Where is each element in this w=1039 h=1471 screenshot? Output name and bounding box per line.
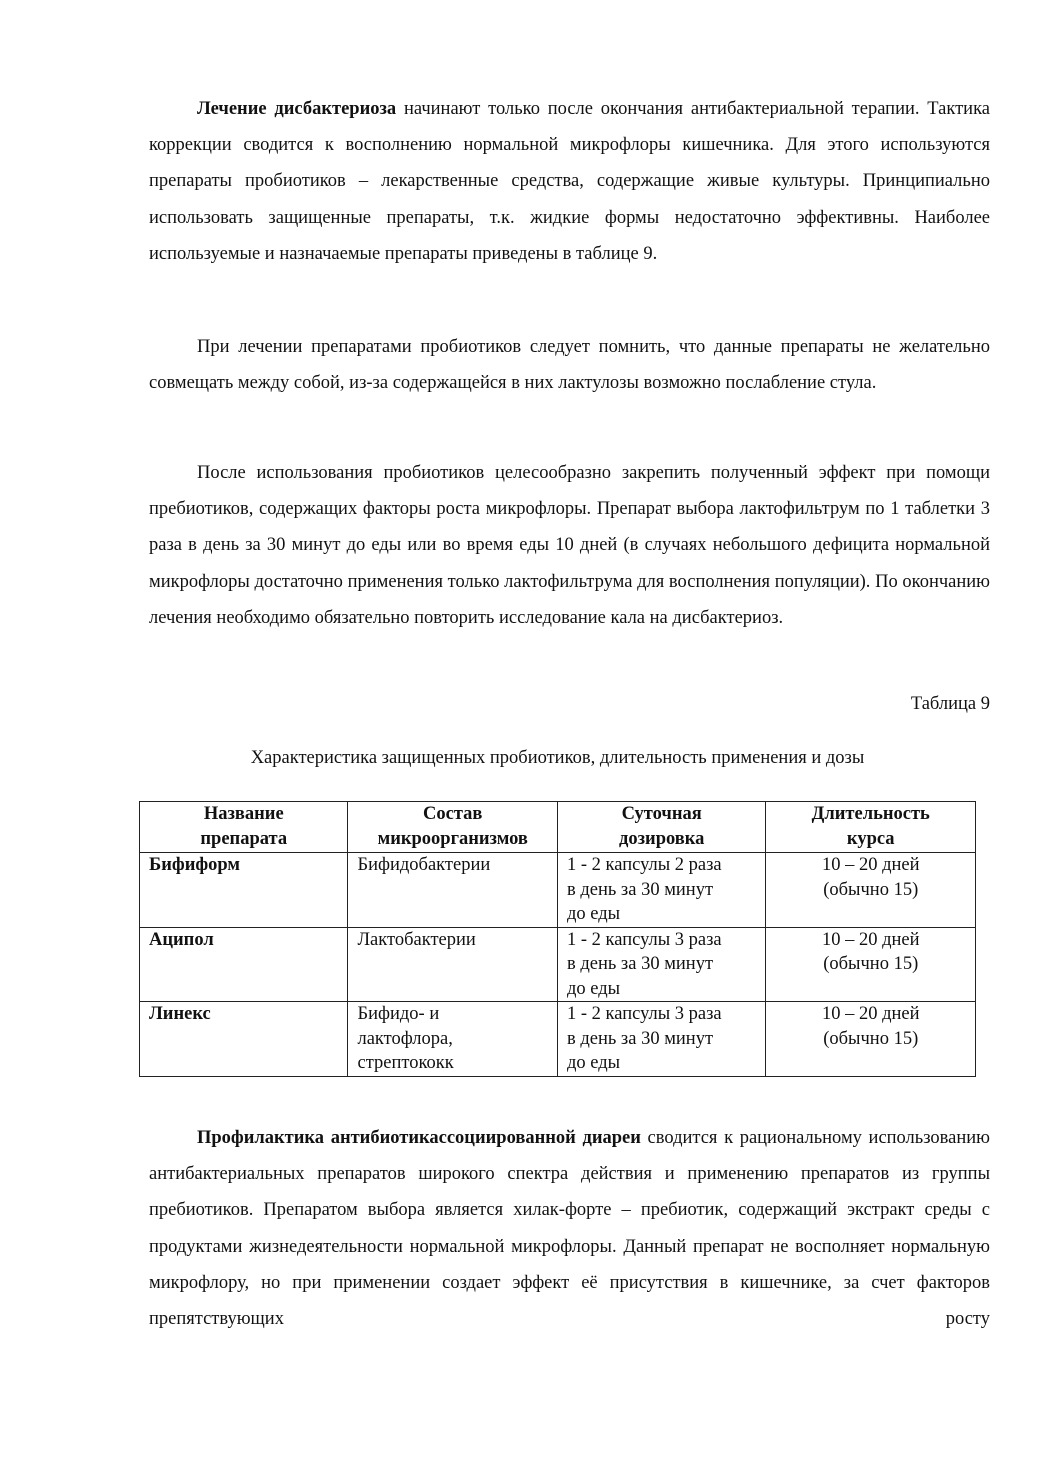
cell-line: 1 - 2 капсулы 2 раза: [566, 855, 722, 875]
cell-line: в день за 30 минут: [566, 1028, 714, 1049]
paragraph-text: После использования пробиотиков целесообразно закрепить полученный эффект при помощи пребиотиков, содержащих факторы роста микрофлоры. Препарат выбора лактофильтрум по 1 таблетки 3 раза в день за 30 минут до еды или во время еды 10 дней (в случаях небольшого дефицита нормальной микрофлоры достаточно применения только лактофильтрума для восполнения популяции). По окончанию лечения необходимо обязательно повторить исследование кала на дисбактериоз.: [149, 463, 990, 628]
header-dosage: [557, 802, 765, 853]
cell-line: (обычно 15): [823, 954, 919, 974]
paragraph-text: начинают только после окончания антибактериальной терапии. Тактика коррекции сводится к восполнению нормальной микрофлоры кишечника. Для этого используются препараты пробиотиков – лекарственные средства, содержащие живые культуры. Принципиально использовать защищенные препараты, т.к. жидкие формы недостаточно эффективны. Наиболее используемые и назначаемые препараты приведены в таблице 9.: [149, 99, 990, 264]
cell-line: (обычно 15): [823, 879, 919, 900]
cell-duration: [766, 927, 976, 1002]
table-row: [140, 927, 976, 1002]
cell-composition: [348, 927, 558, 1002]
cell-line: 10 – 20 дней: [821, 1004, 920, 1024]
cell-line: 1 - 2 капсулы 3 раза: [566, 1004, 722, 1024]
paragraph-text: При лечении препаратами пробиотиков следует помнить, что данные препараты не желательно совмещать между собой, из-за содержащейся в них лактулозы возможно послабление стула.: [149, 337, 990, 394]
header-line: препарата: [200, 828, 288, 849]
header-line: Состав: [423, 804, 483, 824]
paragraph-probiotics-note: [149, 329, 990, 401]
cell-name: Линекс: [140, 1002, 348, 1077]
paragraph-dysbacteriosis-treatment: [149, 91, 990, 272]
cell-line: (обычно 15): [823, 1028, 919, 1049]
cell-composition: [348, 1002, 558, 1077]
header-line: Суточная: [621, 804, 702, 824]
cell-line: Лактобактерии: [357, 929, 476, 950]
cell-composition: [348, 853, 558, 928]
probiotics-table: [139, 801, 976, 1077]
cell-line: 10 – 20 дней: [821, 855, 920, 875]
header-line: курса: [846, 828, 895, 849]
table-label: Таблица 9: [910, 694, 990, 714]
table-header-row: [140, 802, 976, 853]
paragraph-bold-lead: Лечение дисбактериоза: [197, 99, 397, 119]
cell-line: 1 - 2 капсулы 3 раза: [566, 929, 722, 950]
cell-duration: [766, 853, 976, 928]
cell-dosage: [557, 927, 765, 1002]
header-composition: [348, 802, 558, 853]
table-row: [140, 1002, 976, 1077]
paragraph-bold-lead: Профилактика антибиотикассоциированной диареи: [197, 1128, 641, 1148]
table-row: [140, 853, 976, 928]
cell-name: Аципол: [140, 927, 348, 1002]
cell-line: до еды: [566, 904, 621, 924]
cell-duration: [766, 1002, 976, 1077]
cell-line: лактофлора,: [357, 1028, 453, 1049]
header-name: [140, 802, 348, 853]
header-line: дозировка: [619, 828, 705, 849]
cell-line: до еды: [566, 1053, 621, 1073]
header-line: Длительность: [811, 804, 930, 824]
paragraph-antibiotic-diarrhea-prevention: [149, 1120, 990, 1337]
cell-line: Бифидо- и: [357, 1004, 440, 1024]
cell-dosage: [557, 1002, 765, 1077]
header-line: микроорганизмов: [377, 828, 528, 849]
cell-line: в день за 30 минут: [566, 879, 714, 900]
table-caption: Характеристика защищенных пробиотиков, длительность применения и дозы: [250, 748, 865, 768]
cell-line: Бифидобактерии: [357, 855, 491, 875]
cell-dosage: [557, 853, 765, 928]
header-duration: [766, 802, 976, 853]
cell-line: до еды: [566, 978, 621, 999]
header-line: Название: [203, 804, 284, 824]
cell-line: в день за 30 минут: [566, 954, 714, 974]
cell-line: 10 – 20 дней: [821, 929, 920, 950]
cell-line: стрептококк: [357, 1053, 454, 1073]
paragraph-text: сводится к рациональному использованию антибактериальных препаратов широкого спектра действия и применению препаратов из группы пребиотиков. Препаратом выбора является хилак-форте – пребиотик, содержащий экстракт среды с продуктами жизнедеятельности нормальной микрофлоры. Данный препарат не восполняет нормальную микрофлору, но при применении создает эффект её присутствия в кишечнике, за счет факторов препятствующих росту: [149, 1128, 990, 1330]
cell-name: Бифиформ: [140, 853, 348, 928]
paragraph-prebiotics: [149, 455, 990, 636]
